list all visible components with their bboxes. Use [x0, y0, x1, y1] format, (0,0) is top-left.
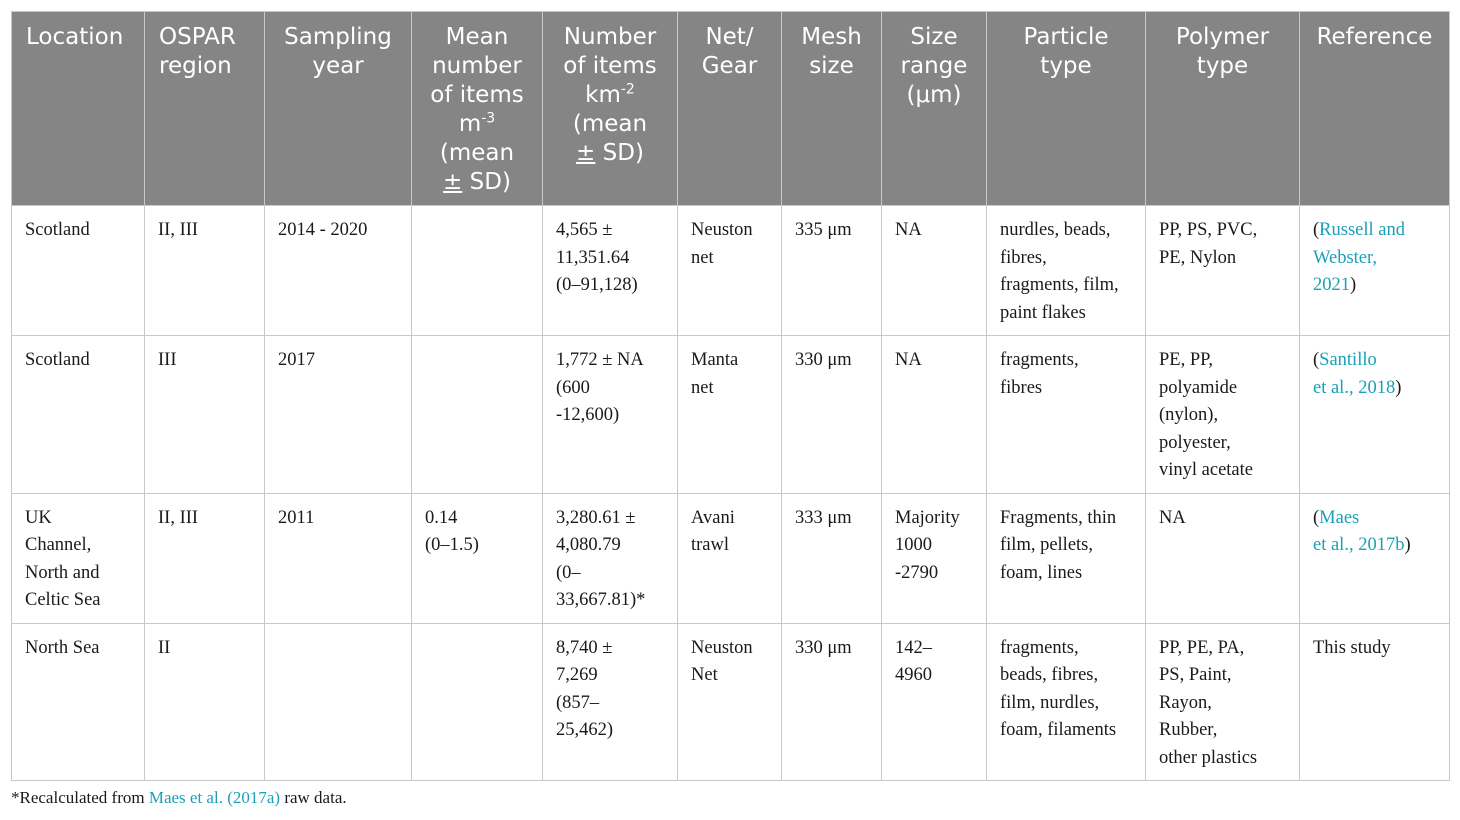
cell-items-km2: 8,740 ± 7,269 (857– 25,462)	[543, 623, 678, 781]
reference-link[interactable]: Webster,	[1313, 247, 1378, 268]
cell-sampling-year: 2014 - 2020	[265, 206, 412, 336]
cell-polymer-type: PP, PS, PVC, PE, Nylon	[1146, 206, 1300, 336]
cell-net-gear: Neuston Net	[678, 623, 782, 781]
cell-items-km2: 3,280.61 ± 4,080.79 (0– 33,667.81)*	[543, 493, 678, 623]
header-mean-items-m3: Mean number of items $m^{-3}$ (mean ± SD)	[412, 12, 543, 206]
cell-size-range: Majority 1000 -2790	[882, 493, 987, 623]
footnote: *Recalculated from Maes et al. (2017a) raw data.	[11, 788, 347, 807]
cell-mean-items-m3	[412, 336, 543, 494]
reference-link[interactable]: Maes	[1319, 507, 1360, 528]
cell-reference: (Maes et al., 2017b)	[1300, 493, 1450, 623]
cell-particle-type: nurdles, beads, fibres, fragments, film, paint flakes	[987, 206, 1146, 336]
cell-mesh-size: 335 μm	[782, 206, 882, 336]
cell-particle-type: Fragments, thin film, pellets, foam, lines	[987, 493, 1146, 623]
cell-ospar-region: II, III	[145, 493, 265, 623]
cell-location: North Sea	[12, 623, 145, 781]
header-row	[12, 12, 1450, 206]
cell-items-km2: 1,772 ± NA (600 -12,600)	[543, 336, 678, 494]
cell-mesh-size: 330 μm	[782, 336, 882, 494]
cell-mesh-size: 330 μm	[782, 623, 882, 781]
cell-net-gear: Neuston net	[678, 206, 782, 336]
cell-size-range: NA	[882, 336, 987, 494]
cell-location: UK Channel, North and Celtic Sea	[12, 493, 145, 623]
cell-mean-items-m3	[412, 623, 543, 781]
reference-link[interactable]: 2021	[1313, 275, 1350, 295]
cell-location: Scotland	[12, 206, 145, 336]
cell-sampling-year: 2011	[265, 493, 412, 623]
header-particle-type: Particle type	[987, 12, 1146, 206]
cell-mesh-size: 333 μm	[782, 493, 882, 623]
cell-polymer-type: NA	[1146, 493, 1300, 623]
cell-reference: This study	[1300, 623, 1450, 781]
cell-items-km2: 4,565 ± 11,351.64 (0–91,128)	[543, 206, 678, 336]
cell-mean-items-m3	[412, 206, 543, 336]
cell-mean-items-m3: 0.14 (0–1.5)	[412, 493, 543, 623]
table-row	[12, 336, 1450, 494]
reference-link[interactable]: Santillo	[1319, 350, 1377, 370]
data-table	[11, 11, 1450, 781]
header-mesh-size: Mesh size	[782, 12, 882, 206]
table-row	[12, 206, 1450, 336]
footnote-link[interactable]: Maes et al. (2017a)	[148, 788, 281, 807]
cell-particle-type: fragments, fibres	[987, 336, 1146, 494]
header-polymer-type: Polymer type	[1146, 12, 1300, 206]
cell-particle-type: fragments, beads, fibres, film, nurdles, foam, filaments	[987, 623, 1146, 781]
cell-net-gear: Avani trawl	[678, 493, 782, 623]
cell-size-range: 142– 4960	[882, 623, 987, 781]
cell-sampling-year: 2017	[265, 336, 412, 494]
header-net-gear: Net/ Gear	[678, 12, 782, 206]
reference-link[interactable]: et al., 2018	[1313, 377, 1396, 398]
cell-ospar-region: II, III	[145, 206, 265, 336]
cell-size-range: NA	[882, 206, 987, 336]
cell-ospar-region: II	[145, 623, 265, 781]
header-reference: Reference	[1300, 12, 1450, 206]
cell-location: Scotland	[12, 336, 145, 494]
header-ospar-region: OSPAR region	[145, 12, 265, 206]
table-row	[12, 493, 1450, 623]
header-location: Location	[12, 12, 145, 206]
reference-link[interactable]: et al., 2017b	[1313, 535, 1405, 555]
cell-polymer-type: PE, PP, polyamide (nylon), polyester, vinyl acetate	[1146, 336, 1300, 494]
reference-link[interactable]: Russell and	[1319, 220, 1405, 240]
cell-reference: (Santillo et al., 2018)	[1300, 336, 1450, 494]
header-items-km2: Number of items $km^{-2}$ (mean ± SD)	[543, 12, 678, 206]
cell-sampling-year	[265, 623, 412, 781]
header-sampling-year: Sampling year	[265, 12, 412, 206]
cell-ospar-region: III	[145, 336, 265, 494]
cell-reference: (Russell and Webster, 2021)	[1300, 206, 1450, 336]
header-size-range: Size range (μm)	[882, 12, 987, 206]
cell-net-gear: Manta net	[678, 336, 782, 494]
table-row	[12, 623, 1450, 781]
cell-polymer-type: PP, PE, PA, PS, Paint, Rayon, Rubber, other plastics	[1146, 623, 1300, 781]
